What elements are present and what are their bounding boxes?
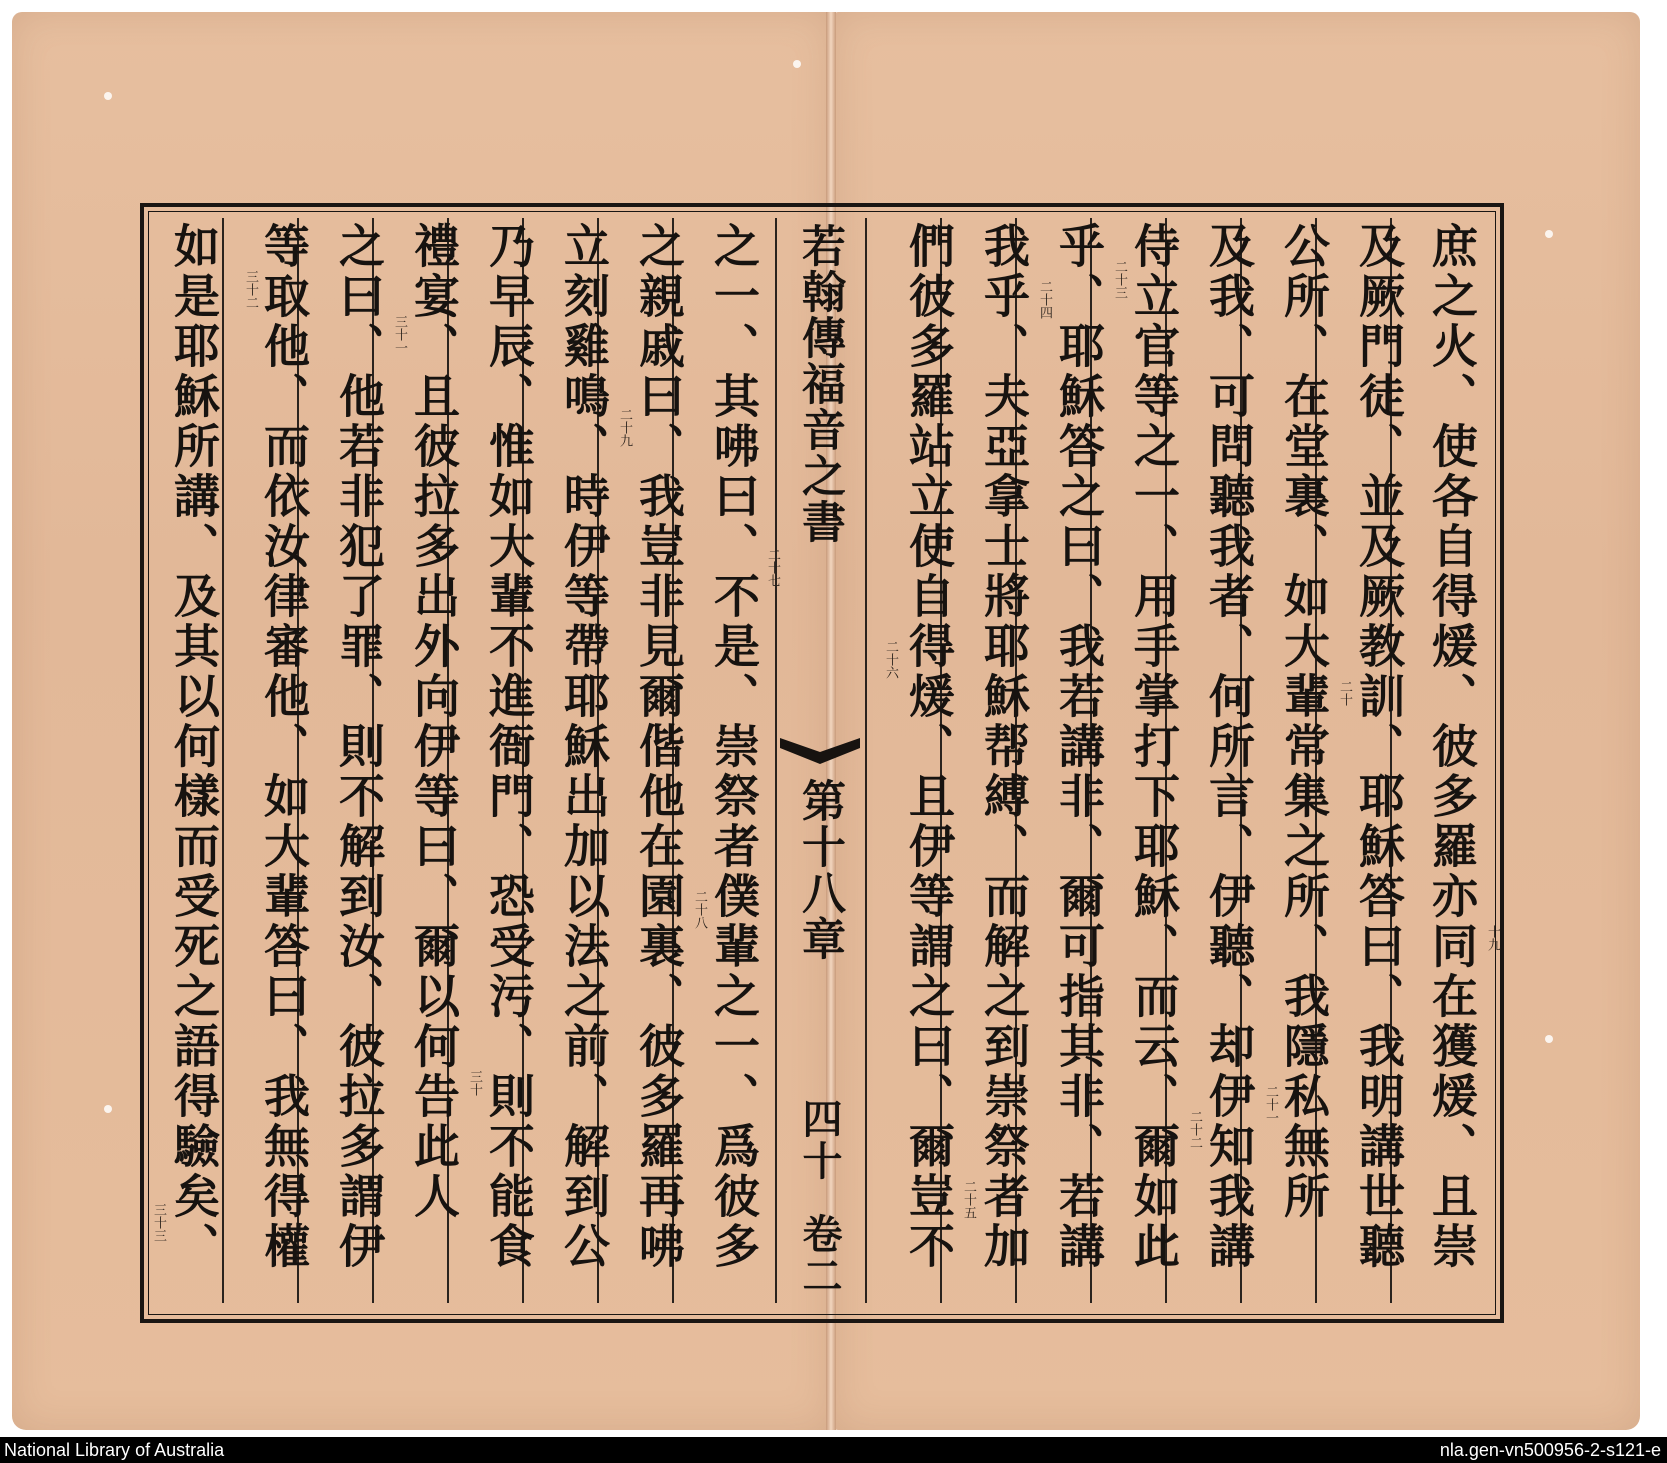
text-column: 乎、耶穌答之曰、我若講非、爾可指其非、若講 [1052, 222, 1106, 1272]
book-title: 若翰傳福音之書 [794, 223, 845, 545]
text-column: 公所、在堂裏、如大輩常集之所、我隱私無所 [1277, 222, 1331, 1222]
verse-number: 二十八 [692, 890, 707, 929]
footer-bar [0, 1437, 1667, 1463]
text-column: 之一、其咈曰、不是、崇祭者僕輩之一、爲彼多 [707, 222, 761, 1272]
verse-number: 二十一 [1263, 1085, 1278, 1124]
verse-number: 三十二 [243, 270, 258, 309]
verse-number: 三十三 [151, 1203, 166, 1242]
volume-label: 卷二 [796, 1213, 843, 1297]
text-column: 立刻雞鳴、時伊等帶耶穌出加以法之前、解到公 [557, 222, 611, 1272]
text-column: 如是耶穌所講、及其以何樣而受死之語得驗矣、 [167, 222, 221, 1272]
center-fold-column [775, 213, 865, 1313]
text-column: 等取他、而依汝律審他、如大輩答曰、我無得權 [257, 222, 311, 1272]
chapter-label: 第十八章 [794, 778, 845, 962]
binding-hole [1545, 230, 1553, 238]
verse-number: 三十 [467, 1070, 482, 1096]
verse-number: 二十二 [1187, 1110, 1202, 1149]
verse-number: 二十七 [765, 548, 780, 587]
binding-hole [104, 92, 112, 100]
text-column: 之曰、他若非犯了罪、則不解到汝、彼拉多謂伊 [332, 222, 386, 1272]
text-column: 我乎、夫亞拿士將耶穌帮縛、而解之到崇祭者加 [977, 222, 1031, 1272]
verse-number: 十九 [1485, 925, 1500, 951]
verse-number: 二十三 [1112, 260, 1127, 299]
verse-number: 三十一 [392, 315, 407, 354]
folio-number: 四十 [796, 1098, 843, 1182]
verse-number: 二十五 [961, 1180, 976, 1219]
publisher-credit: National Library of Australia [4, 1440, 225, 1460]
text-column: 及厥門徒、並及厥教訓、耶穌答曰、我明講世聽 [1352, 222, 1406, 1272]
text-column: 們彼多羅站立使自得煖、且伊等謂之曰、爾豈不 [902, 222, 956, 1272]
verse-number: 二十四 [1037, 280, 1052, 319]
text-column: 及我、可問聽我者、何所言、伊聽、却伊知我講 [1202, 222, 1256, 1272]
item-identifier: nla.gen-vn500956-2-s121-e [1439, 1440, 1661, 1460]
text-column: 禮宴、且彼拉多出外向伊等曰、爾以何告此人 [407, 222, 461, 1222]
verse-number: 二十九 [617, 408, 632, 447]
column-rule [865, 218, 867, 1303]
text-column: 乃早辰、惟如大輩不進衙門、恐受污、則不能食 [482, 222, 536, 1272]
binding-hole [793, 60, 801, 68]
binding-hole [1545, 1035, 1553, 1043]
verse-number: 二十 [1337, 680, 1352, 706]
verse-number: 二十六 [883, 640, 898, 679]
binding-hole [104, 1105, 112, 1113]
fishtail-mark-icon [780, 738, 860, 768]
text-column: 之親戚曰、我豈非見爾偕他在園裏、彼多羅再咈 [632, 222, 686, 1272]
text-column: 侍立官等之一、用手掌打下耶穌、而云、爾如此 [1127, 222, 1181, 1272]
text-column: 庶之火、使各自得煖、彼多羅亦同在獲煖、且崇 [1425, 222, 1479, 1272]
